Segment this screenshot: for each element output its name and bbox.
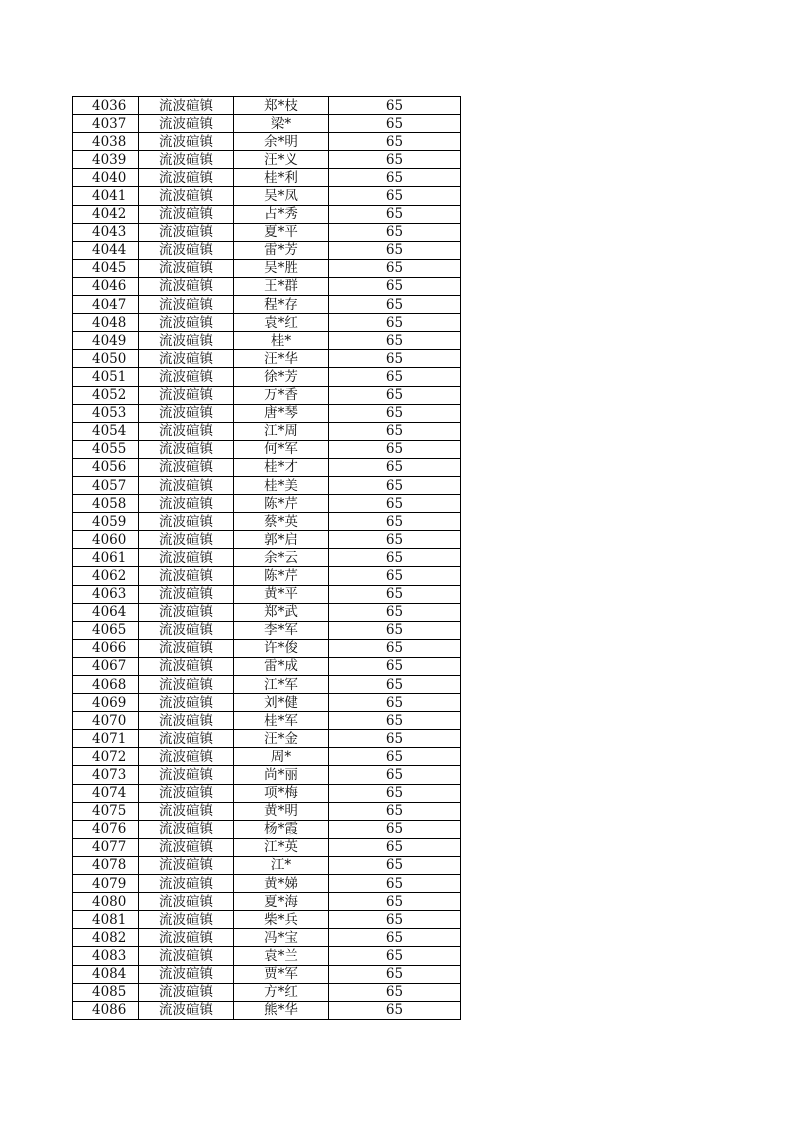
cell-amount: 65 xyxy=(329,241,461,259)
cell-amount: 65 xyxy=(329,151,461,169)
cell-town: 流波碹镇 xyxy=(139,169,234,187)
table-row xyxy=(73,97,461,115)
cell-name: 吴*胜 xyxy=(234,259,329,277)
cell-id: 4059 xyxy=(73,513,139,531)
table-row xyxy=(73,911,461,929)
cell-amount: 65 xyxy=(329,911,461,929)
cell-id: 4071 xyxy=(73,730,139,748)
table-row xyxy=(73,712,461,730)
cell-town: 流波碹镇 xyxy=(139,856,234,874)
cell-id: 4050 xyxy=(73,350,139,368)
cell-town: 流波碹镇 xyxy=(139,458,234,476)
cell-id: 4038 xyxy=(73,133,139,151)
cell-amount: 65 xyxy=(329,567,461,585)
cell-town: 流波碹镇 xyxy=(139,802,234,820)
cell-name: 袁*红 xyxy=(234,314,329,332)
cell-town: 流波碹镇 xyxy=(139,368,234,386)
cell-amount: 65 xyxy=(329,404,461,422)
cell-amount: 65 xyxy=(329,748,461,766)
cell-town: 流波碹镇 xyxy=(139,513,234,531)
cell-amount: 65 xyxy=(329,187,461,205)
cell-id: 4070 xyxy=(73,712,139,730)
cell-id: 4076 xyxy=(73,820,139,838)
cell-id: 4069 xyxy=(73,694,139,712)
cell-amount: 65 xyxy=(329,97,461,115)
table-row xyxy=(73,838,461,856)
cell-id: 4045 xyxy=(73,259,139,277)
cell-id: 4052 xyxy=(73,386,139,404)
cell-town: 流波碹镇 xyxy=(139,820,234,838)
cell-name: 占*秀 xyxy=(234,205,329,223)
table-row xyxy=(73,893,461,911)
cell-town: 流波碹镇 xyxy=(139,657,234,675)
cell-town: 流波碹镇 xyxy=(139,422,234,440)
cell-amount: 65 xyxy=(329,513,461,531)
cell-town: 流波碹镇 xyxy=(139,296,234,314)
cell-id: 4058 xyxy=(73,495,139,513)
cell-amount: 65 xyxy=(329,350,461,368)
table-row xyxy=(73,513,461,531)
table-row xyxy=(73,929,461,947)
cell-id: 4068 xyxy=(73,676,139,694)
cell-name: 黄*明 xyxy=(234,802,329,820)
cell-town: 流波碹镇 xyxy=(139,187,234,205)
cell-town: 流波碹镇 xyxy=(139,476,234,494)
cell-name: 余*云 xyxy=(234,549,329,567)
cell-amount: 65 xyxy=(329,458,461,476)
cell-id: 4036 xyxy=(73,97,139,115)
cell-town: 流波碹镇 xyxy=(139,585,234,603)
cell-amount: 65 xyxy=(329,639,461,657)
table-row xyxy=(73,277,461,295)
table-row xyxy=(73,350,461,368)
cell-name: 徐*芳 xyxy=(234,368,329,386)
cell-name: 柴*兵 xyxy=(234,911,329,929)
cell-name: 郑*枝 xyxy=(234,97,329,115)
cell-town: 流波碹镇 xyxy=(139,676,234,694)
cell-id: 4086 xyxy=(73,1001,139,1019)
cell-amount: 65 xyxy=(329,712,461,730)
cell-name: 唐*琴 xyxy=(234,404,329,422)
cell-name: 周* xyxy=(234,748,329,766)
data-table xyxy=(72,96,461,1020)
cell-amount: 65 xyxy=(329,386,461,404)
cell-amount: 65 xyxy=(329,730,461,748)
cell-town: 流波碹镇 xyxy=(139,133,234,151)
cell-id: 4063 xyxy=(73,585,139,603)
cell-id: 4075 xyxy=(73,802,139,820)
table-row xyxy=(73,676,461,694)
cell-town: 流波碹镇 xyxy=(139,1001,234,1019)
cell-town: 流波碹镇 xyxy=(139,947,234,965)
cell-amount: 65 xyxy=(329,838,461,856)
cell-amount: 65 xyxy=(329,820,461,838)
cell-name: 江*周 xyxy=(234,422,329,440)
cell-amount: 65 xyxy=(329,929,461,947)
cell-name: 王*群 xyxy=(234,277,329,295)
cell-amount: 65 xyxy=(329,133,461,151)
table-row xyxy=(73,965,461,983)
cell-town: 流波碹镇 xyxy=(139,314,234,332)
cell-name: 何*军 xyxy=(234,440,329,458)
cell-name: 许*俊 xyxy=(234,639,329,657)
cell-name: 袁*兰 xyxy=(234,947,329,965)
cell-town: 流波碹镇 xyxy=(139,639,234,657)
cell-amount: 65 xyxy=(329,965,461,983)
cell-town: 流波碹镇 xyxy=(139,332,234,350)
cell-town: 流波碹镇 xyxy=(139,440,234,458)
cell-id: 4061 xyxy=(73,549,139,567)
cell-amount: 65 xyxy=(329,694,461,712)
table-row xyxy=(73,133,461,151)
cell-amount: 65 xyxy=(329,296,461,314)
cell-amount: 65 xyxy=(329,531,461,549)
cell-name: 梁* xyxy=(234,115,329,133)
table-row xyxy=(73,549,461,567)
cell-name: 万*香 xyxy=(234,386,329,404)
table-row xyxy=(73,766,461,784)
cell-name: 汪*金 xyxy=(234,730,329,748)
table-row xyxy=(73,205,461,223)
cell-name: 黄*娣 xyxy=(234,875,329,893)
cell-id: 4042 xyxy=(73,205,139,223)
cell-name: 桂*利 xyxy=(234,169,329,187)
table-row xyxy=(73,404,461,422)
table-row xyxy=(73,875,461,893)
cell-town: 流波碹镇 xyxy=(139,115,234,133)
table-row xyxy=(73,694,461,712)
cell-name: 熊*华 xyxy=(234,1001,329,1019)
cell-name: 李*军 xyxy=(234,621,329,639)
cell-town: 流波碹镇 xyxy=(139,386,234,404)
cell-amount: 65 xyxy=(329,766,461,784)
cell-name: 桂*军 xyxy=(234,712,329,730)
cell-id: 4079 xyxy=(73,875,139,893)
cell-id: 4047 xyxy=(73,296,139,314)
cell-id: 4062 xyxy=(73,567,139,585)
table-row xyxy=(73,657,461,675)
cell-id: 4065 xyxy=(73,621,139,639)
cell-amount: 65 xyxy=(329,495,461,513)
cell-amount: 65 xyxy=(329,223,461,241)
cell-amount: 65 xyxy=(329,947,461,965)
cell-town: 流波碹镇 xyxy=(139,730,234,748)
cell-name: 刘*健 xyxy=(234,694,329,712)
cell-town: 流波碹镇 xyxy=(139,241,234,259)
table-row xyxy=(73,1001,461,1019)
cell-amount: 65 xyxy=(329,440,461,458)
table-row xyxy=(73,784,461,802)
cell-id: 4064 xyxy=(73,603,139,621)
table-row xyxy=(73,802,461,820)
cell-town: 流波碹镇 xyxy=(139,259,234,277)
cell-name: 江* xyxy=(234,856,329,874)
cell-id: 4039 xyxy=(73,151,139,169)
cell-id: 4040 xyxy=(73,169,139,187)
cell-id: 4067 xyxy=(73,657,139,675)
cell-amount: 65 xyxy=(329,676,461,694)
cell-id: 4082 xyxy=(73,929,139,947)
table-row xyxy=(73,169,461,187)
cell-name: 程*存 xyxy=(234,296,329,314)
cell-amount: 65 xyxy=(329,1001,461,1019)
cell-name: 陈*芹 xyxy=(234,567,329,585)
cell-id: 4085 xyxy=(73,983,139,1001)
table-row xyxy=(73,621,461,639)
cell-name: 冯*宝 xyxy=(234,929,329,947)
cell-town: 流波碹镇 xyxy=(139,929,234,947)
table-row xyxy=(73,947,461,965)
cell-town: 流波碹镇 xyxy=(139,893,234,911)
cell-name: 尚*丽 xyxy=(234,766,329,784)
cell-name: 陈*芹 xyxy=(234,495,329,513)
cell-town: 流波碹镇 xyxy=(139,495,234,513)
cell-id: 4055 xyxy=(73,440,139,458)
table-row xyxy=(73,820,461,838)
cell-amount: 65 xyxy=(329,422,461,440)
cell-town: 流波碹镇 xyxy=(139,965,234,983)
cell-town: 流波碹镇 xyxy=(139,838,234,856)
cell-id: 4073 xyxy=(73,766,139,784)
table-row xyxy=(73,476,461,494)
cell-town: 流波碹镇 xyxy=(139,97,234,115)
cell-town: 流波碹镇 xyxy=(139,205,234,223)
table-row xyxy=(73,531,461,549)
table-row xyxy=(73,748,461,766)
cell-name: 杨*霞 xyxy=(234,820,329,838)
table-row xyxy=(73,187,461,205)
cell-amount: 65 xyxy=(329,983,461,1001)
table-row xyxy=(73,115,461,133)
cell-town: 流波碹镇 xyxy=(139,567,234,585)
cell-amount: 65 xyxy=(329,169,461,187)
cell-name: 吴*凤 xyxy=(234,187,329,205)
cell-town: 流波碹镇 xyxy=(139,784,234,802)
cell-id: 4083 xyxy=(73,947,139,965)
cell-town: 流波碹镇 xyxy=(139,350,234,368)
table-row xyxy=(73,296,461,314)
cell-town: 流波碹镇 xyxy=(139,223,234,241)
cell-id: 4051 xyxy=(73,368,139,386)
cell-amount: 65 xyxy=(329,205,461,223)
cell-town: 流波碹镇 xyxy=(139,911,234,929)
cell-name: 雷*芳 xyxy=(234,241,329,259)
cell-amount: 65 xyxy=(329,603,461,621)
table-row xyxy=(73,856,461,874)
cell-amount: 65 xyxy=(329,621,461,639)
cell-id: 4060 xyxy=(73,531,139,549)
cell-name: 江*英 xyxy=(234,838,329,856)
cell-town: 流波碹镇 xyxy=(139,621,234,639)
table-row xyxy=(73,259,461,277)
cell-amount: 65 xyxy=(329,476,461,494)
cell-id: 4077 xyxy=(73,838,139,856)
cell-amount: 65 xyxy=(329,657,461,675)
cell-town: 流波碹镇 xyxy=(139,603,234,621)
cell-name: 方*红 xyxy=(234,983,329,1001)
cell-name: 桂*才 xyxy=(234,458,329,476)
cell-name: 汪*华 xyxy=(234,350,329,368)
table-row xyxy=(73,223,461,241)
cell-id: 4057 xyxy=(73,476,139,494)
table-row xyxy=(73,567,461,585)
cell-name: 江*军 xyxy=(234,676,329,694)
cell-amount: 65 xyxy=(329,856,461,874)
table-body xyxy=(73,97,461,1020)
cell-id: 4074 xyxy=(73,784,139,802)
cell-id: 4043 xyxy=(73,223,139,241)
cell-id: 4046 xyxy=(73,277,139,295)
cell-town: 流波碹镇 xyxy=(139,694,234,712)
table-row xyxy=(73,422,461,440)
cell-name: 汪*义 xyxy=(234,151,329,169)
cell-id: 4053 xyxy=(73,404,139,422)
table-row xyxy=(73,386,461,404)
cell-town: 流波碹镇 xyxy=(139,766,234,784)
cell-amount: 65 xyxy=(329,585,461,603)
table-row xyxy=(73,730,461,748)
cell-name: 郭*启 xyxy=(234,531,329,549)
table-row xyxy=(73,241,461,259)
cell-name: 项*梅 xyxy=(234,784,329,802)
cell-id: 4037 xyxy=(73,115,139,133)
cell-amount: 65 xyxy=(329,875,461,893)
cell-town: 流波碹镇 xyxy=(139,875,234,893)
cell-amount: 65 xyxy=(329,549,461,567)
cell-id: 4084 xyxy=(73,965,139,983)
table-row xyxy=(73,440,461,458)
cell-id: 4041 xyxy=(73,187,139,205)
cell-amount: 65 xyxy=(329,802,461,820)
cell-id: 4078 xyxy=(73,856,139,874)
cell-name: 夏*海 xyxy=(234,893,329,911)
cell-amount: 65 xyxy=(329,259,461,277)
cell-amount: 65 xyxy=(329,314,461,332)
cell-town: 流波碹镇 xyxy=(139,404,234,422)
cell-name: 桂*美 xyxy=(234,476,329,494)
cell-id: 4080 xyxy=(73,893,139,911)
cell-name: 余*明 xyxy=(234,133,329,151)
cell-id: 4049 xyxy=(73,332,139,350)
cell-name: 郑*武 xyxy=(234,603,329,621)
cell-town: 流波碹镇 xyxy=(139,983,234,1001)
cell-amount: 65 xyxy=(329,368,461,386)
cell-name: 桂* xyxy=(234,332,329,350)
cell-amount: 65 xyxy=(329,332,461,350)
table-row xyxy=(73,585,461,603)
table-row xyxy=(73,603,461,621)
table-row xyxy=(73,495,461,513)
cell-town: 流波碹镇 xyxy=(139,277,234,295)
cell-id: 4066 xyxy=(73,639,139,657)
table-row xyxy=(73,458,461,476)
cell-name: 贾*军 xyxy=(234,965,329,983)
cell-amount: 65 xyxy=(329,784,461,802)
cell-amount: 65 xyxy=(329,115,461,133)
table-row xyxy=(73,332,461,350)
cell-town: 流波碹镇 xyxy=(139,712,234,730)
cell-amount: 65 xyxy=(329,277,461,295)
cell-town: 流波碹镇 xyxy=(139,151,234,169)
table-row xyxy=(73,368,461,386)
cell-town: 流波碹镇 xyxy=(139,748,234,766)
cell-id: 4054 xyxy=(73,422,139,440)
cell-id: 4048 xyxy=(73,314,139,332)
cell-town: 流波碹镇 xyxy=(139,531,234,549)
cell-town: 流波碹镇 xyxy=(139,549,234,567)
cell-name: 夏*平 xyxy=(234,223,329,241)
cell-name: 雷*成 xyxy=(234,657,329,675)
table-row xyxy=(73,639,461,657)
table-row xyxy=(73,983,461,1001)
table-row xyxy=(73,314,461,332)
cell-amount: 65 xyxy=(329,893,461,911)
table-row xyxy=(73,151,461,169)
cell-id: 4056 xyxy=(73,458,139,476)
cell-id: 4081 xyxy=(73,911,139,929)
cell-name: 黄*平 xyxy=(234,585,329,603)
cell-id: 4072 xyxy=(73,748,139,766)
cell-name: 蔡*英 xyxy=(234,513,329,531)
cell-id: 4044 xyxy=(73,241,139,259)
